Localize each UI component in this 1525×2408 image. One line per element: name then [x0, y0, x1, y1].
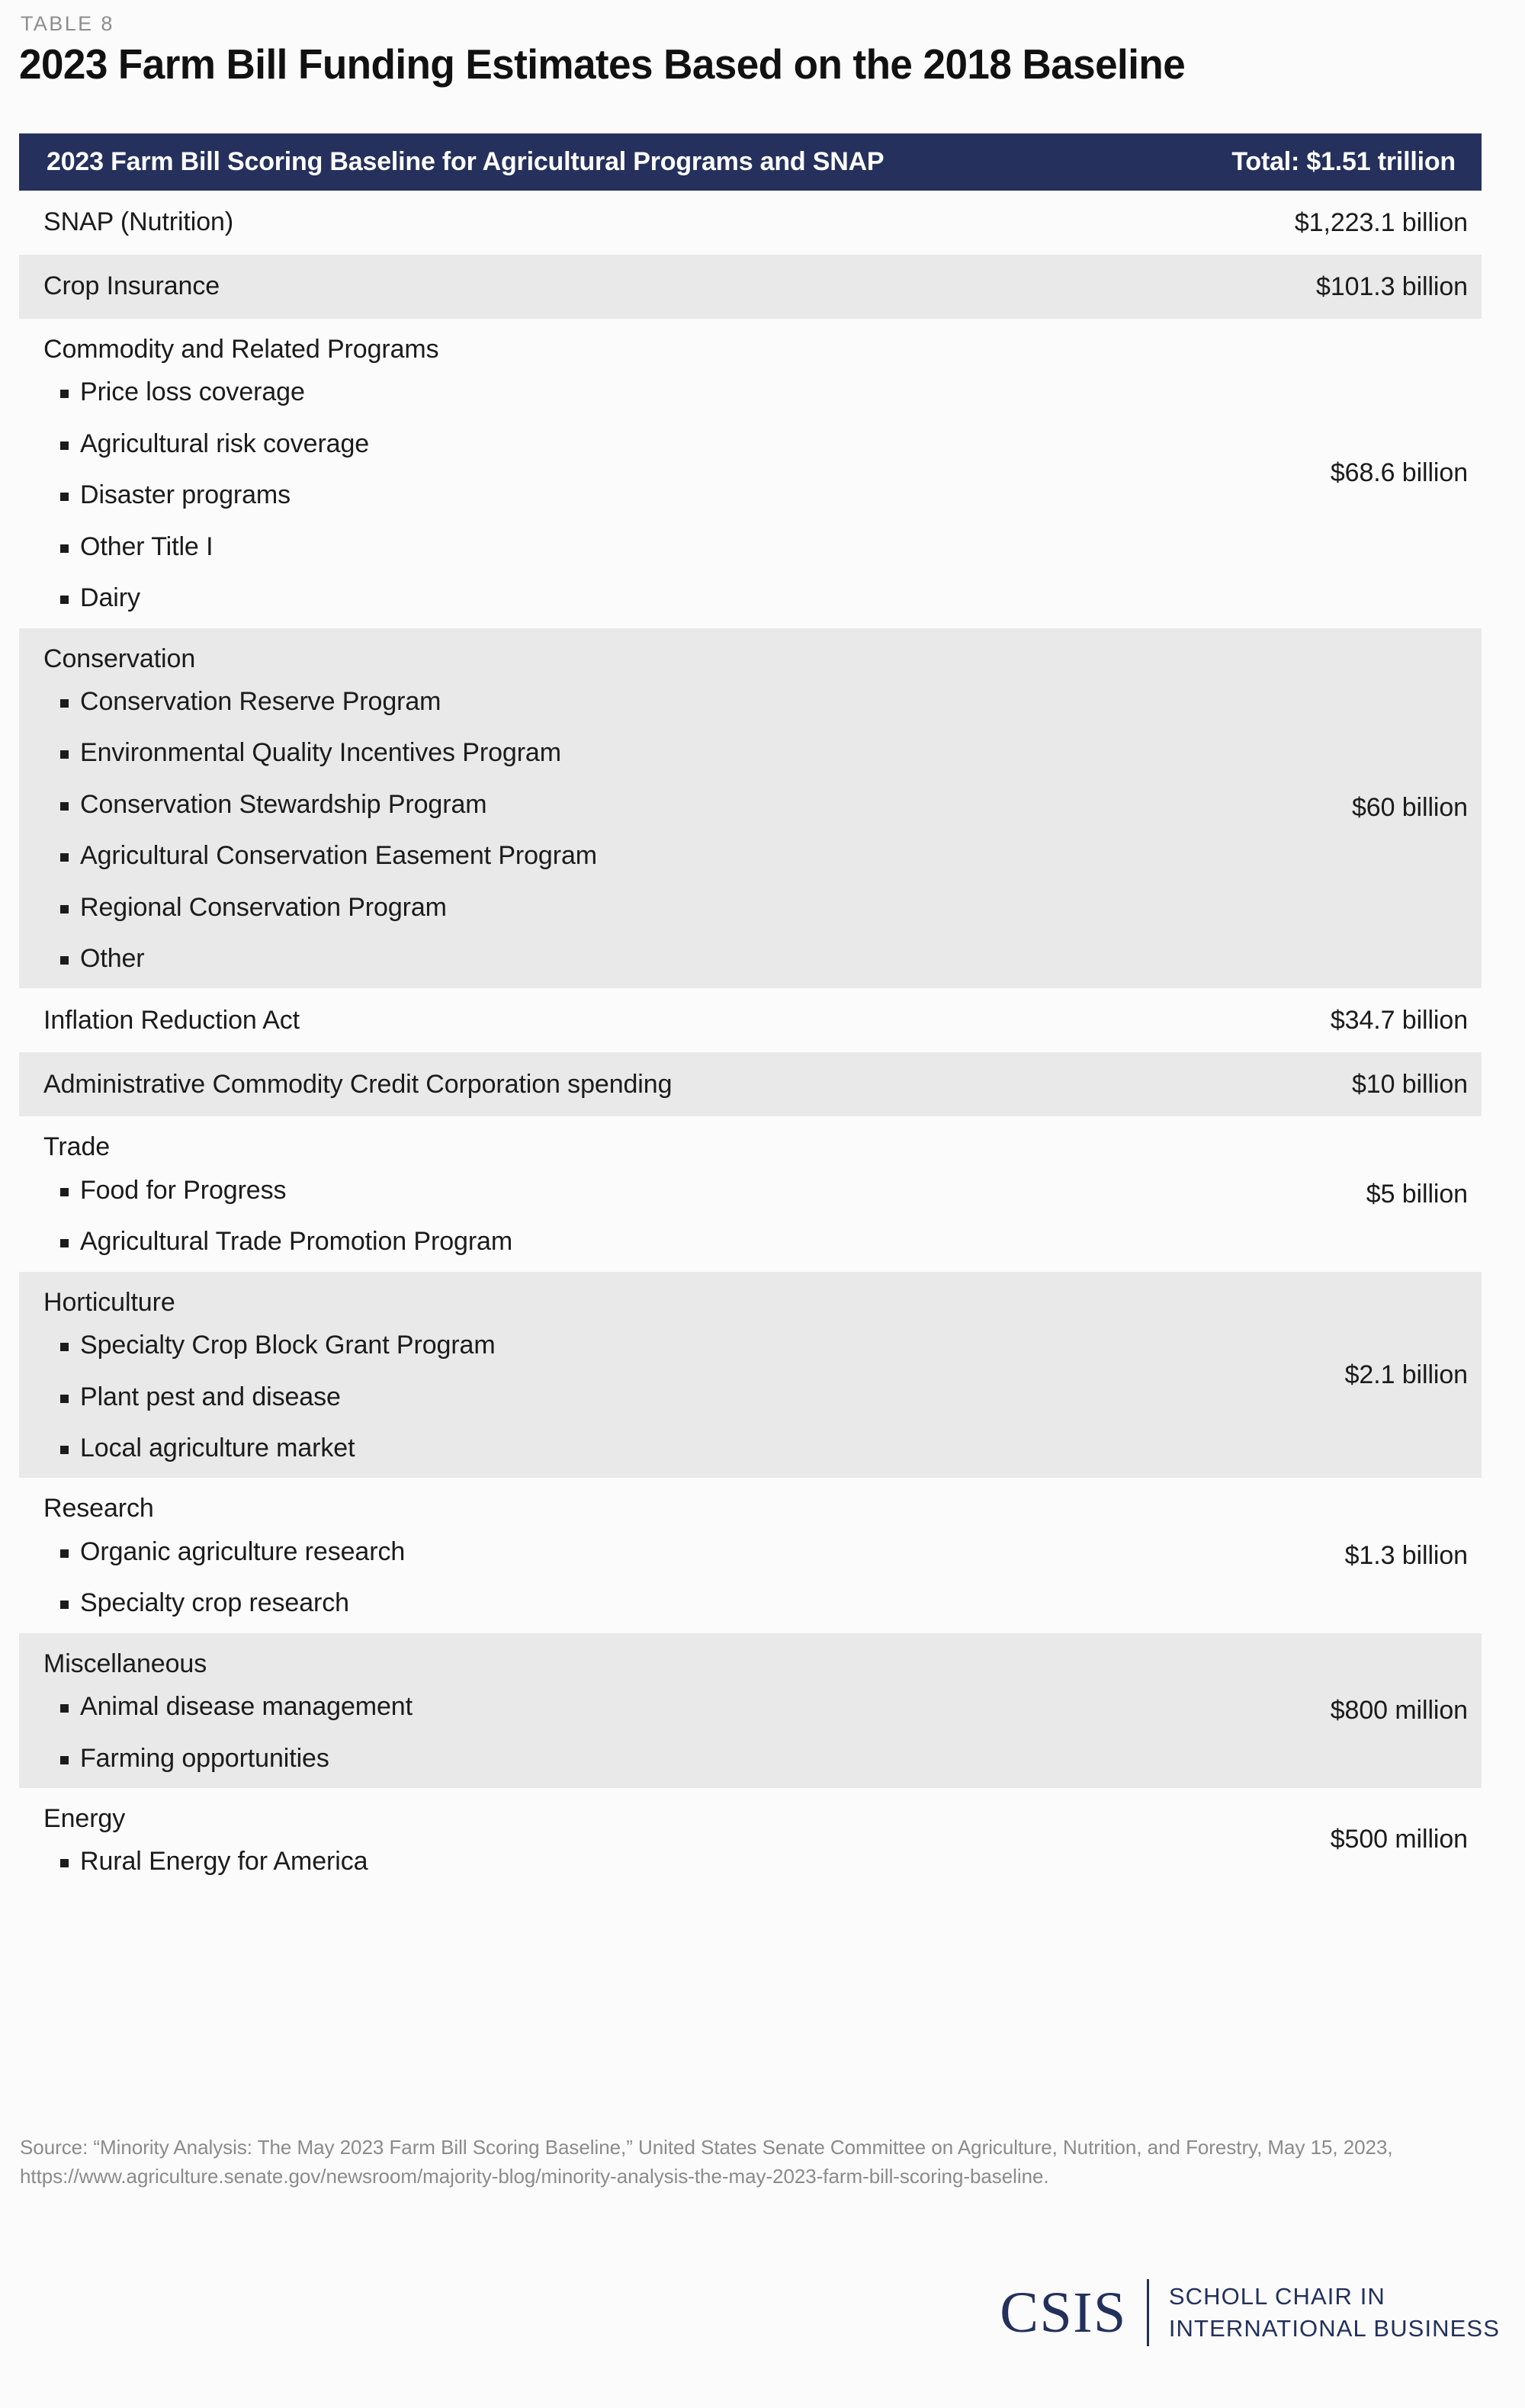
row-subitem-label: Conservation Reserve Program [80, 686, 441, 716]
row-value-cell [1148, 255, 1468, 319]
row-body [43, 1272, 1148, 1479]
square-bullet-icon [60, 699, 69, 708]
logo-line-1: SCHOLL CHAIR IN [1168, 2282, 1385, 2310]
logo-line-2: INTERNATIONAL BUSINESS [1168, 2315, 1500, 2342]
row-value-cell [1148, 1116, 1468, 1271]
square-bullet-icon [60, 596, 69, 604]
row-category-label: Horticulture [43, 1287, 175, 1317]
row-amount: $101.3 billion [1316, 271, 1468, 301]
table-row [19, 1052, 1482, 1116]
row-value-cell [1148, 1478, 1468, 1633]
row-body [43, 988, 1148, 1052]
row-subitem [43, 893, 1148, 922]
square-bullet-icon [60, 1446, 69, 1454]
row-amount: $5 billion [1366, 1179, 1468, 1209]
row-subitem-label: Regional Conservation Program [80, 892, 447, 922]
table-row [19, 1272, 1482, 1479]
row-subitem [43, 790, 1148, 819]
table-rows [19, 191, 1482, 1892]
row-subitem [43, 1434, 1148, 1462]
row-subitem-label: Other [80, 944, 145, 973]
row-category-label: Trade [43, 1132, 111, 1162]
row-subitem-label: Rural Energy for America [80, 1847, 368, 1877]
square-bullet-icon [60, 1188, 69, 1196]
row-body [43, 628, 1148, 989]
table-header-bar [19, 133, 1482, 191]
table-row [19, 191, 1482, 255]
row-subitem [43, 377, 1148, 406]
row-subitem [43, 1382, 1148, 1411]
row-subitem-label: Agricultural risk coverage [80, 429, 370, 458]
table-eyebrow-label: TABLE 8 [21, 12, 114, 35]
row-amount: $60 billion [1351, 793, 1468, 823]
row-subitem [43, 1744, 1148, 1773]
row-category-label: Commodity and Related Programs [43, 335, 439, 364]
table-row [19, 1633, 1482, 1788]
page-title: 2023 Farm Bill Funding Estimates Based on the 2018 Baseline [19, 40, 1186, 88]
row-value-cell [1148, 1788, 1468, 1892]
row-subitem [43, 944, 1148, 973]
row-subitem-label: Conservation Stewardship Program [80, 789, 487, 819]
row-subitem-list [43, 1324, 1148, 1462]
row-amount: $800 million [1330, 1695, 1468, 1725]
table-row [19, 988, 1482, 1052]
row-category-label: Research [43, 1494, 154, 1523]
row-subitem-label: Food for Progress [80, 1175, 287, 1205]
source-note: Source: “Minority Analysis: The May 2023 Farm Bill Scoring Baseline,” United States Senate Committee on Agriculture, Nutrition, and Forestry, May 15, 2023, https://www.agriculture.senate.gov/newsroom/majority-blog/minority-analysis-the-may-2023-farm-bill-scoring-baseline. [20, 2136, 1393, 2188]
row-subitem-label: Agricultural Trade Promotion Program [80, 1227, 513, 1257]
csis-wordmark: CSIS [1000, 2281, 1127, 2345]
square-bullet-icon [60, 1549, 69, 1558]
row-category-label: Administrative Commodity Credit Corporation spending [43, 1069, 673, 1099]
table-row [19, 1478, 1482, 1633]
square-bullet-icon [60, 802, 69, 811]
row-subitem-label: Organic agriculture research [80, 1536, 406, 1566]
row-subitem [43, 1537, 1148, 1566]
square-bullet-icon [60, 750, 69, 759]
row-subitem-label: Specialty crop research [80, 1588, 349, 1618]
row-subitem [43, 1588, 1148, 1617]
row-subitem [43, 1847, 1148, 1876]
row-subitem [43, 738, 1148, 767]
row-amount: $34.7 billion [1330, 1005, 1468, 1035]
row-amount: $1,223.1 billion [1294, 207, 1468, 237]
table-row [19, 1116, 1482, 1271]
row-subitem [43, 841, 1148, 870]
row-subitem [43, 532, 1148, 561]
row-subitem-list [43, 371, 1148, 612]
row-body [43, 319, 1148, 628]
row-amount: $2.1 billion [1344, 1360, 1468, 1389]
row-subitem [43, 1176, 1148, 1205]
row-value-cell [1148, 319, 1468, 628]
table-row [19, 628, 1482, 989]
row-body [43, 1052, 1148, 1116]
csis-logo [1000, 2276, 1500, 2349]
row-value-cell [1148, 1272, 1468, 1479]
csis-program-name [1149, 2281, 1500, 2345]
row-body [43, 255, 1148, 319]
row-value-cell [1148, 628, 1468, 989]
row-subitem [43, 1331, 1148, 1360]
row-body [43, 1788, 1148, 1892]
row-value-cell [1148, 1633, 1468, 1788]
row-subitem [43, 429, 1148, 458]
row-subitem [43, 1692, 1148, 1721]
row-amount: $10 billion [1351, 1069, 1468, 1099]
row-subitem-label: Price loss coverage [80, 377, 305, 407]
square-bullet-icon [60, 390, 69, 398]
row-amount: $68.6 billion [1330, 458, 1468, 488]
row-subitem [43, 480, 1148, 509]
row-subitem [43, 1227, 1148, 1256]
row-category-label: Conservation [43, 644, 196, 673]
row-subitem-label: Environmental Quality Incentives Program [80, 738, 561, 768]
row-subitem-label: Dairy [80, 583, 140, 613]
row-subitem [43, 583, 1148, 612]
row-category-label: Crop Insurance [43, 271, 220, 301]
funding-table [19, 133, 1482, 1892]
row-category-label: SNAP (Nutrition) [43, 207, 234, 237]
square-bullet-icon [60, 1395, 69, 1403]
table-row [19, 1788, 1482, 1892]
row-subitem-label: Disaster programs [80, 480, 291, 510]
row-subitem-label: Specialty Crop Block Grant Program [80, 1331, 496, 1360]
row-amount: $1.3 billion [1344, 1540, 1468, 1570]
square-bullet-icon [60, 441, 69, 450]
square-bullet-icon [60, 1239, 69, 1247]
row-subitem-label: Animal disease management [80, 1692, 413, 1722]
row-subitem-list [43, 1686, 1148, 1773]
row-value-cell [1148, 1052, 1468, 1116]
table-row [19, 319, 1482, 628]
square-bullet-icon [60, 1859, 69, 1867]
square-bullet-icon [60, 544, 69, 553]
row-subitem-list [43, 1841, 1148, 1876]
row-subitem-label: Farming opportunities [80, 1743, 329, 1773]
row-subitem-list [43, 1531, 1148, 1618]
row-body [43, 191, 1148, 255]
row-body [43, 1633, 1148, 1788]
row-subitem-list [43, 681, 1148, 973]
table-header-title: 2023 Farm Bill Scoring Baseline for Agricultural Programs and SNAP [47, 147, 884, 176]
table-row [19, 255, 1482, 319]
row-subitem-label: Agricultural Conservation Easement Program [80, 841, 597, 871]
row-value-cell [1148, 191, 1468, 255]
square-bullet-icon [60, 493, 69, 501]
square-bullet-icon [60, 1704, 69, 1713]
square-bullet-icon [60, 956, 69, 965]
square-bullet-icon [60, 1756, 69, 1764]
row-subitem-list [43, 1170, 1148, 1257]
square-bullet-icon [60, 853, 69, 862]
row-subitem-label: Local agriculture market [80, 1433, 355, 1462]
row-category-label: Inflation Reduction Act [43, 1005, 300, 1035]
row-body [43, 1478, 1148, 1633]
row-subitem-label: Other Title I [80, 531, 214, 561]
square-bullet-icon [60, 1343, 69, 1351]
row-amount: $500 million [1330, 1825, 1468, 1854]
square-bullet-icon [60, 905, 69, 913]
row-subitem [43, 687, 1148, 716]
row-value-cell [1148, 988, 1468, 1052]
square-bullet-icon [60, 1601, 69, 1609]
row-subitem-label: Plant pest and disease [80, 1382, 341, 1411]
table-header-total: Total: $1.51 trillion [1231, 147, 1456, 176]
row-category-label: Miscellaneous [43, 1649, 207, 1678]
row-body [43, 1116, 1148, 1271]
row-category-label: Energy [43, 1803, 126, 1833]
